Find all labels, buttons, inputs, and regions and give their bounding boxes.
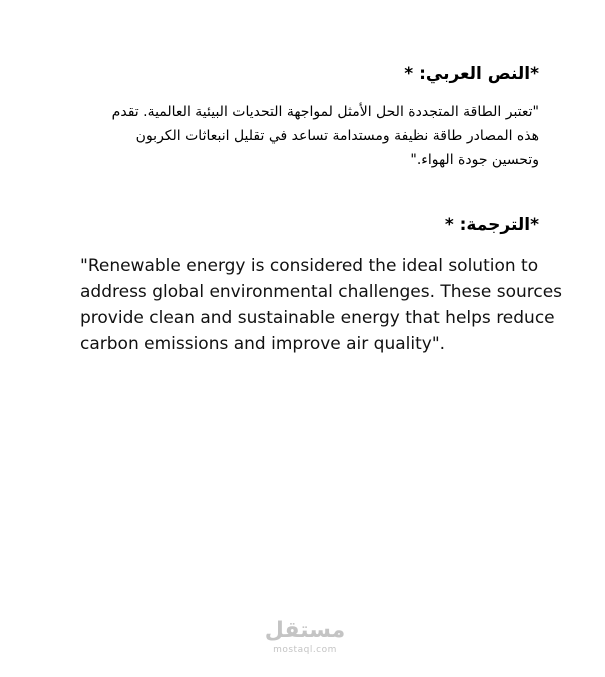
- watermark-arabic-text: مستقل: [264, 618, 346, 643]
- arabic-text-heading: *النص العربي: *: [404, 64, 539, 84]
- english-paragraph: [80, 253, 563, 357]
- watermark-latin-text: mostaql.com: [273, 645, 337, 655]
- arabic-paragraph-line: وتحسين جودة الهواء.": [410, 152, 539, 168]
- english-paragraph-line: provide clean and sustainable energy that helps reduce: [80, 308, 555, 328]
- arabic-paragraph-line: "تعتبر الطاقة المتجددة الحل الأمثل لمواجهة التحديات البيئية العالمية. تقدم: [111, 104, 539, 120]
- mostaql-watermark: [260, 618, 350, 656]
- arabic-paragraph-line: هذه المصادر طاقة نظيفة ومستدامة تساعد في تقليل انبعاثات الكربون: [135, 128, 539, 144]
- arabic-paragraph: [69, 100, 539, 172]
- english-paragraph-line: address global environmental challenges. These sources: [80, 282, 563, 302]
- english-paragraph-line: "Renewable energy is considered the ideal solution to: [80, 256, 539, 276]
- translation-heading: *الترجمة: *: [444, 215, 539, 235]
- english-paragraph-line: carbon emissions and improve air quality".: [80, 334, 446, 354]
